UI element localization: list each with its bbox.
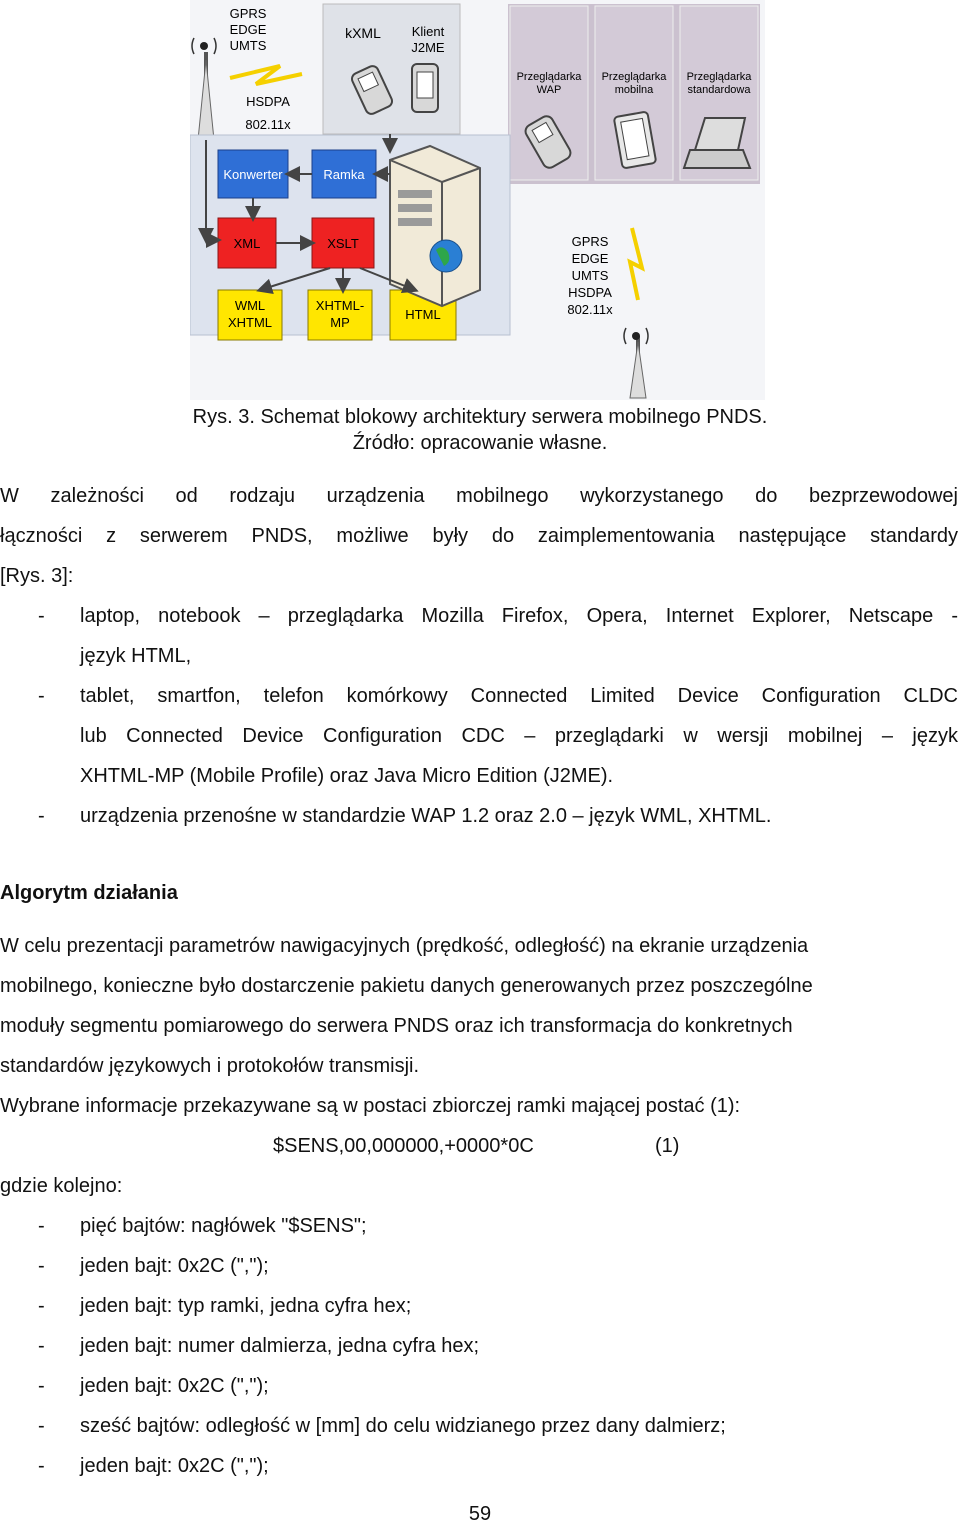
list2-item-text: jeden bajt: 0x2C (","); (80, 1255, 269, 1277)
klient-label-0: Klient (411, 24, 445, 39)
right-network-label-2: UMTS (571, 268, 609, 283)
list1-item-1-line-0: tablet, smartfon, telefon komórkowy Connected Limited Device Configuration CLDC (80, 685, 958, 707)
konwerter-label: Konwerter (223, 167, 283, 182)
html-label: HTML (405, 307, 441, 322)
left-network-label-2: UMTS (229, 38, 267, 53)
list1-item-1-line-2: XHTML-MP (Mobile Profile) oraz Java Micro Edition (J2ME). (80, 765, 614, 787)
browser-mobile-label-0: Przeglądarka (601, 71, 667, 83)
list2-item-text: jeden bajt: 0x2C (","); (80, 1455, 269, 1477)
browser-standard-label-1: standardowa (687, 84, 751, 96)
left-network-label-1: EDGE (229, 22, 267, 37)
list-dash: - (38, 685, 45, 707)
list-dash: - (38, 1375, 45, 1397)
list2-item-text: pięć bajtów: nagłówek "$SENS"; (80, 1215, 367, 1237)
list2-item-text: sześć bajtów: odległość w [mm] do celu widzianego przez dany dalmierz; (80, 1415, 726, 1437)
left-network-label-3: HSDPA (246, 94, 290, 109)
left-network-label-4: 802.11x (245, 117, 291, 132)
kxml-label: kXML (345, 25, 381, 41)
list-dash: - (38, 605, 45, 627)
klient-label-1: J2ME (411, 40, 445, 55)
right-network-label-4: 802.11x (567, 302, 613, 317)
list1-item-2-line-0: urządzenia przenośne w standardzie WAP 1.2 oraz 2.0 – język WML, XHTML. (80, 805, 772, 827)
right-network-label-1: EDGE (571, 251, 609, 266)
xhtmlmp-label-1: MP (330, 315, 350, 330)
algo-line-2: mobilnego, konieczne było dostarczenie pakietu danych generowanych przez poszczególne (0, 975, 813, 997)
list-dash: - (38, 1255, 45, 1277)
figure-caption-line-1: Rys. 3. Schemat blokowy architektury serwera mobilnego PNDS. (192, 406, 768, 428)
list-dash: - (38, 1455, 45, 1477)
gdzie-label: gdzie kolejno: (0, 1175, 123, 1197)
list1-item-0-line-1: język HTML, (80, 645, 192, 667)
list-dash: - (38, 1335, 45, 1357)
right-network-label-0: GPRS (571, 234, 609, 249)
list-dash: - (38, 1295, 45, 1317)
page-number: 59 (468, 1503, 492, 1525)
list-dash: - (38, 1215, 45, 1237)
list2-item-text: jeden bajt: numer dalmierza, jedna cyfra hex; (80, 1335, 480, 1357)
list1-item-1-line-1: lub Connected Device Configuration CDC – przeglądarki w wersji mobilnej – język (80, 725, 958, 747)
xml-label: XML (233, 236, 261, 251)
browser-mobile-label-1: mobilna (614, 84, 654, 96)
algo-line-3: moduły segmentu pomiarowego do serwera PNDS oraz ich transformacja do konkretnych (0, 1015, 793, 1037)
wml-label-1: XHTML (227, 315, 273, 330)
intro-line-2: łączności z serwerem PNDS, możliwe były do zaimplementowania następujące standardy (0, 525, 958, 547)
wml-label-0: WML (234, 298, 266, 313)
figure-caption-line-2: Źródło: opracowanie własne. (352, 432, 608, 454)
algo-line-4: standardów językowych i protokołów transmisji. (0, 1055, 420, 1077)
intro-paragraph (0, 476, 958, 596)
browser-wap-label-1: WAP (536, 84, 562, 96)
list-dash: - (38, 805, 45, 827)
frame-intro: Wybrane informacje przekazywane są w postaci zbiorczej ramki mającej postać (1): (0, 1095, 741, 1117)
intro-line-3: [Rys. 3]: (0, 565, 74, 587)
section-heading: Algorytm działania (0, 882, 178, 904)
server-icon (390, 146, 480, 306)
list2-item-text: jeden bajt: typ ramki, jedna cyfra hex; (80, 1295, 412, 1317)
browser-standard-label-0: Przeglądarka (686, 71, 752, 83)
right-network-label-3: HSDPA (568, 285, 612, 300)
browser-wap-label-0: Przeglądarka (516, 71, 582, 83)
ramka-label: Ramka (323, 167, 365, 182)
architecture-diagram (190, 0, 765, 400)
algorithm-paragraph (0, 926, 958, 1086)
left-network-label-0: GPRS (229, 6, 267, 21)
formula: $SENS,00,000000,+0000*0C (273, 1135, 534, 1157)
formula-number: (1) (655, 1135, 680, 1157)
xslt-label: XSLT (327, 236, 359, 251)
intro-line-1: W zależności od rodzaju urządzenia mobilnego wykorzystanego do bezprzewodowej (0, 485, 958, 507)
xhtmlmp-label-0: XHTML- (315, 298, 365, 313)
algo-line-1: W celu prezentacji parametrów nawigacyjnych (prędkość, odległość) na ekranie urządzenia (0, 935, 809, 957)
list1-item-0-line-0: laptop, notebook – przeglądarka Mozilla Firefox, Opera, Internet Explorer, Netscape - (80, 605, 958, 627)
smartphone-icon (412, 64, 438, 112)
list2-item-text: jeden bajt: 0x2C (","); (80, 1375, 269, 1397)
list-dash: - (38, 1415, 45, 1437)
